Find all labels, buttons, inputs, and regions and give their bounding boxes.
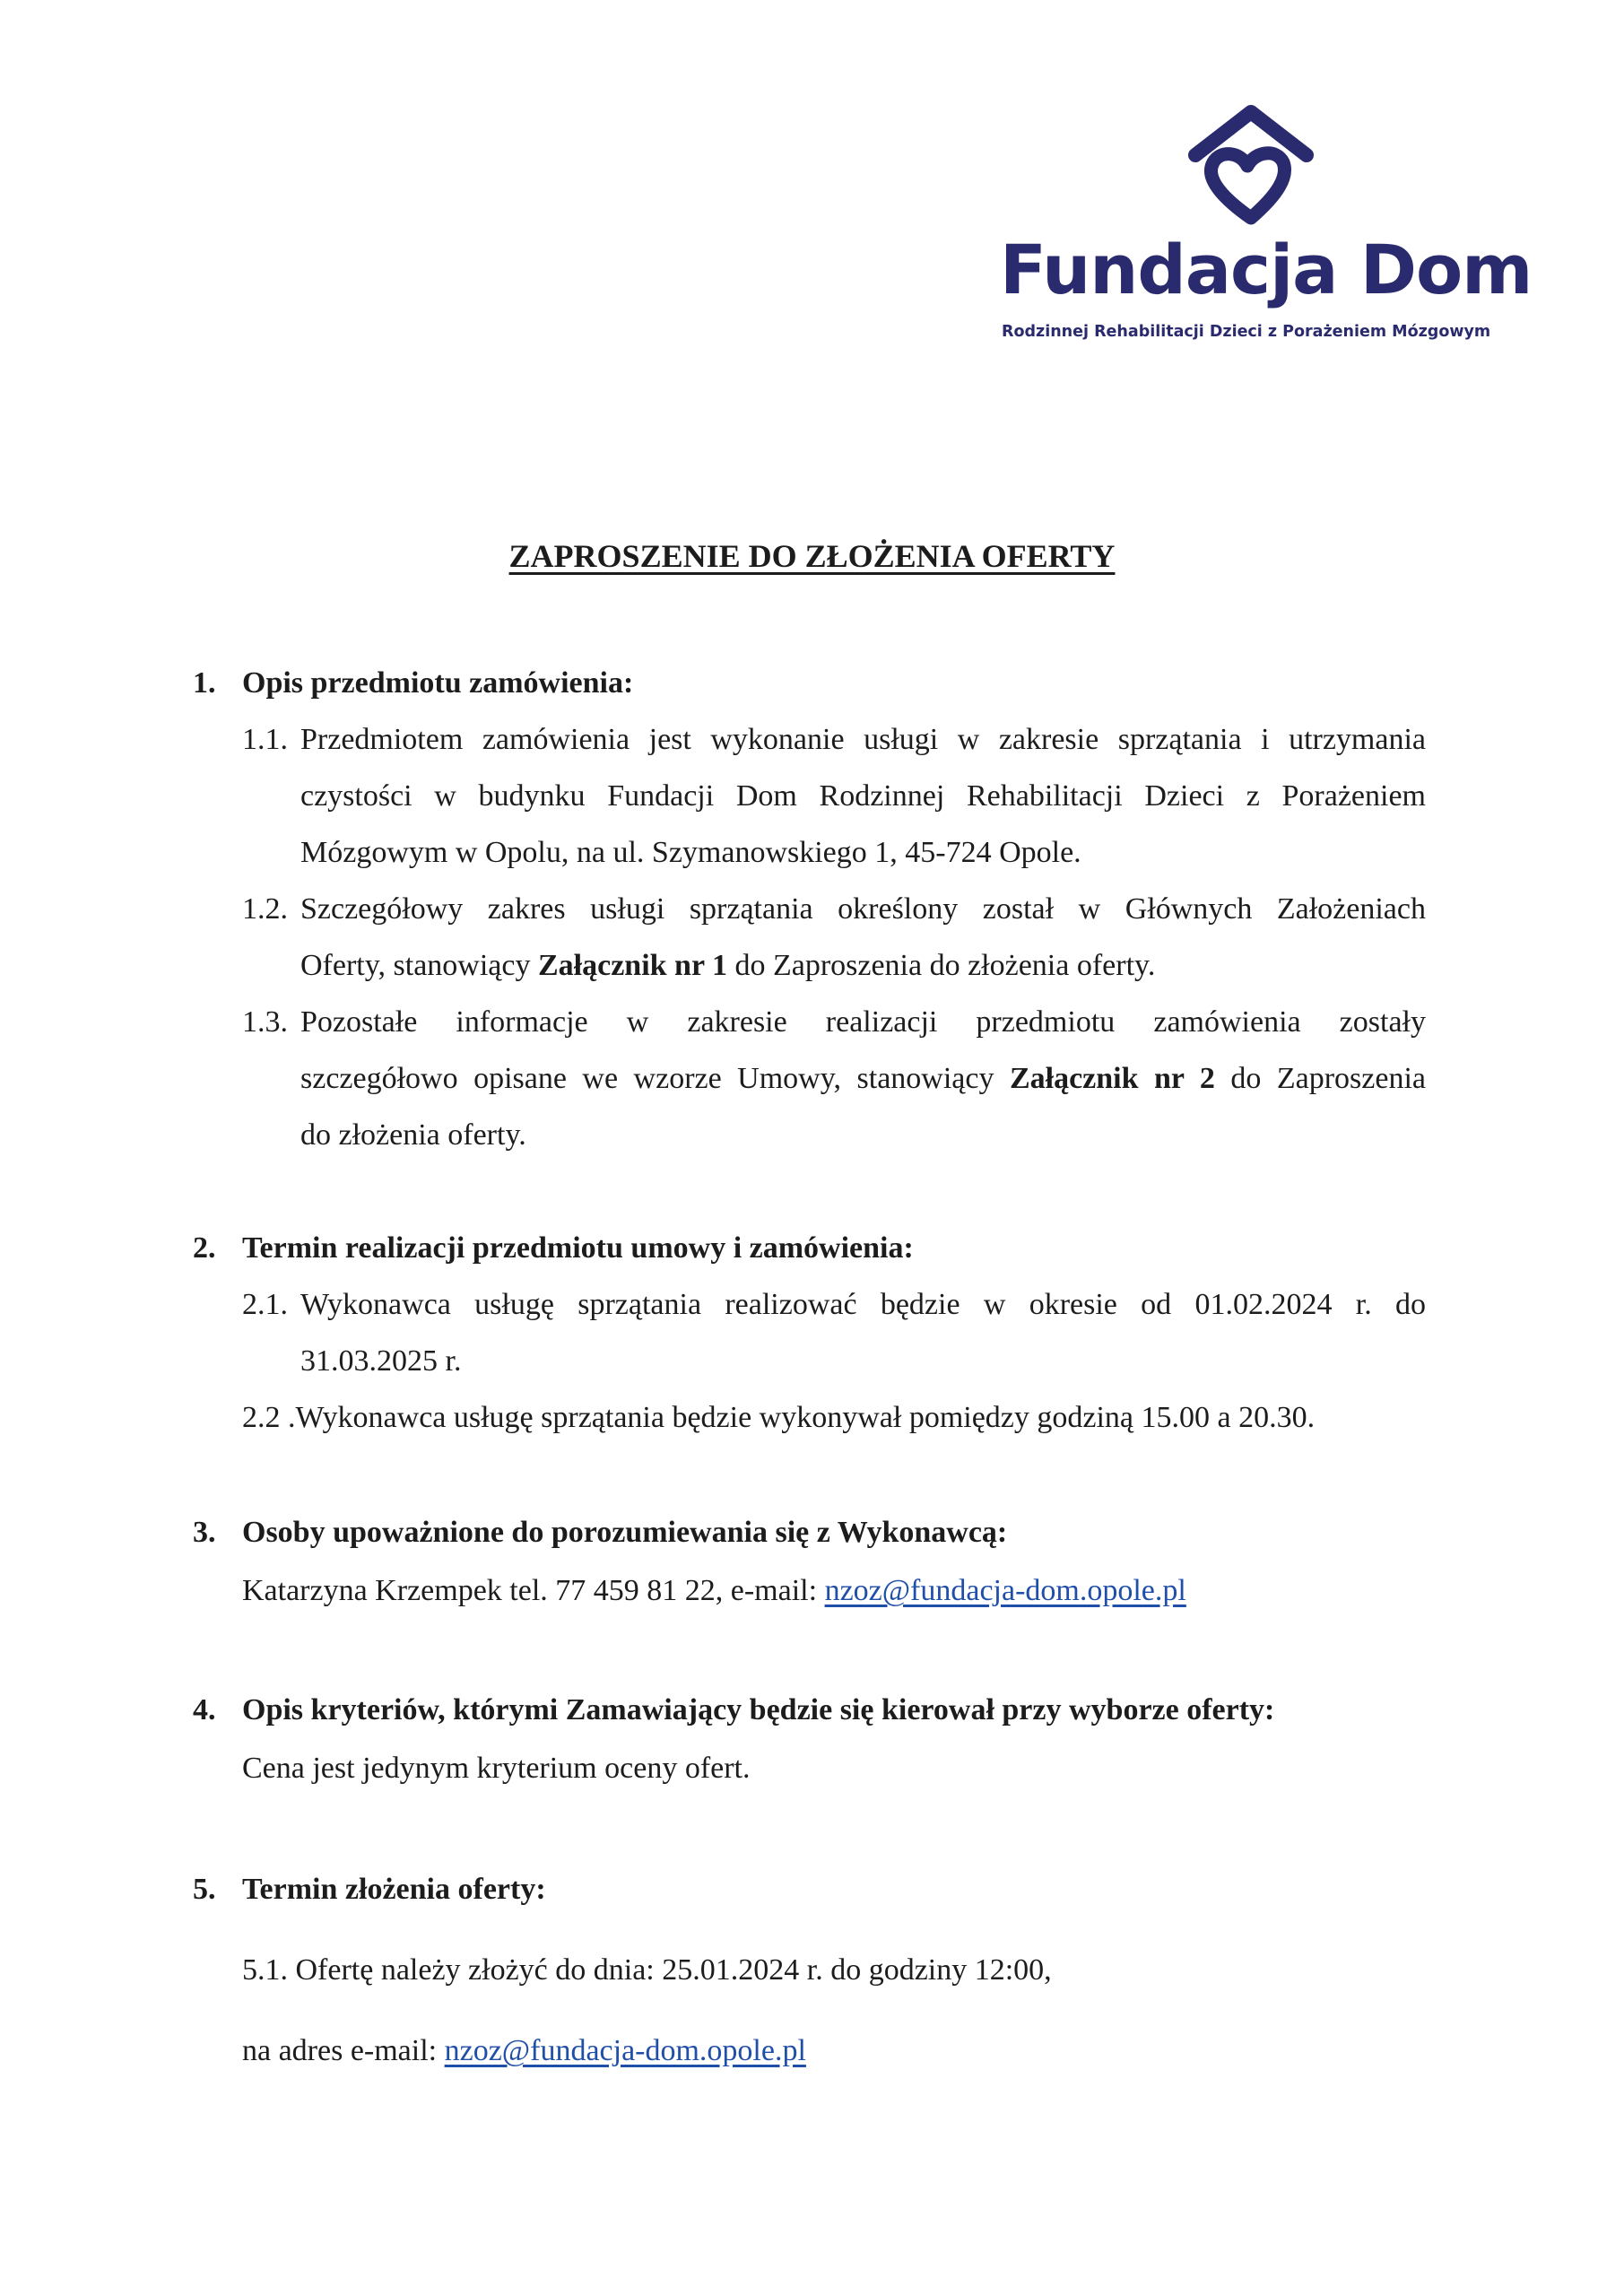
item-1-2-text-a: Oferty, stanowiący [300,949,538,982]
section-3-number: 3. [193,1516,216,1549]
section-4-heading: Opis kryteriów, którymi Zamawiający będzie się kierował przy wyborze oferty: [242,1693,1275,1726]
item-1-2-text-c: do Zaproszenia do złożenia oferty. [726,949,1156,982]
logo-title: Fundacja Dom [1000,230,1533,309]
item-1-1-line-3: Mózgowym w Opolu, na ul. Szymanowskiego 1, 45-724 Opole. [300,836,1081,869]
item-1-3-number: 1.3. [242,1005,288,1039]
submission-address-line [242,2036,806,2066]
criteria-text: Cena jest jedynym kryterium oceny ofert. [242,1752,751,1785]
submission-address-text: na adres e-mail: [242,2034,445,2067]
item-1-1-number: 1.1. [242,723,288,756]
item-2-2: 2.2 .Wykonawca usługę sprzątania będzie wykonywał pomiędzy godziną 15.00 a 20.30. [242,1401,1316,1434]
document-title-text: ZAPROSZENIE DO ZŁOŻENIA OFERTY [508,538,1116,574]
logo-subtitle: Rodzinnej Rehabilitacji Dzieci z Porażeniem Mózgowym [1002,323,1491,341]
section-3-heading: Osoby upoważnione do porozumiewania się z Wykonawcą: [242,1516,1008,1549]
item-2-1-line-1: Wykonawca usługę sprzątania realizować będzie w okresie od 01.02.2024 r. do [300,1288,1426,1321]
item-1-3-text-a: szczegółowo opisane we wzorze Umowy, stanowiący [300,1062,1010,1095]
attachment-1-label: Załącznik nr 1 [537,949,727,982]
house-heart-icon [1188,103,1314,229]
section-2-number: 2. [193,1231,216,1265]
item-1-1-line-2: czystości w budynku Fundacji Dom Rodzinnej Rehabilitacji Dzieci z Porażeniem [300,779,1426,813]
item-1-1-line-1: Przedmiotem zamówienia jest wykonanie usługi w zakresie sprzątania i utrzymania [300,723,1426,756]
contact-email-link[interactable]: nzoz@fundacja-dom.opole.pl [824,1574,1186,1607]
item-2-1-number: 2.1. [242,1288,288,1321]
section-5-heading: Termin złożenia oferty: [242,1873,546,1906]
section-1-heading: Opis przedmiotu zamówienia: [242,666,634,700]
section-2-heading: Termin realizacji przedmiotu umowy i zamówienia: [242,1231,914,1265]
section-4-number: 4. [193,1693,216,1726]
item-5-1: 5.1. Ofertę należy złożyć do dnia: 25.01.2024 r. do godziny 12:00, [242,1953,1052,1987]
attachment-2-label: Załącznik nr 2 [1009,1062,1215,1095]
item-1-3-line-3: do złożenia oferty. [300,1118,526,1152]
item-1-2-line-1: Szczegółowy zakres usługi sprzątania określony został w Głównych Założeniach [300,892,1426,926]
document-title [0,540,1624,572]
section-1-number: 1. [193,666,216,700]
item-1-2-number: 1.2. [242,892,288,926]
section-5-number: 5. [193,1873,216,1906]
item-1-2-line-2 [300,951,1155,981]
foundation-logo [1000,103,1533,354]
item-1-3-line-2 [300,1064,1426,1094]
item-2-1-line-2: 31.03.2025 r. [300,1344,462,1378]
contact-text: Katarzyna Krzempek tel. 77 459 81 22, e-mail: [242,1574,825,1607]
contact-line [242,1576,1186,1606]
item-1-3-text-c: do Zaproszenia [1214,1062,1426,1095]
submission-email-link[interactable]: nzoz@fundacja-dom.opole.pl [444,2034,806,2067]
item-1-3-line-1: Pozostałe informacje w zakresie realizacji przedmiotu zamówienia zostały [300,1005,1426,1039]
